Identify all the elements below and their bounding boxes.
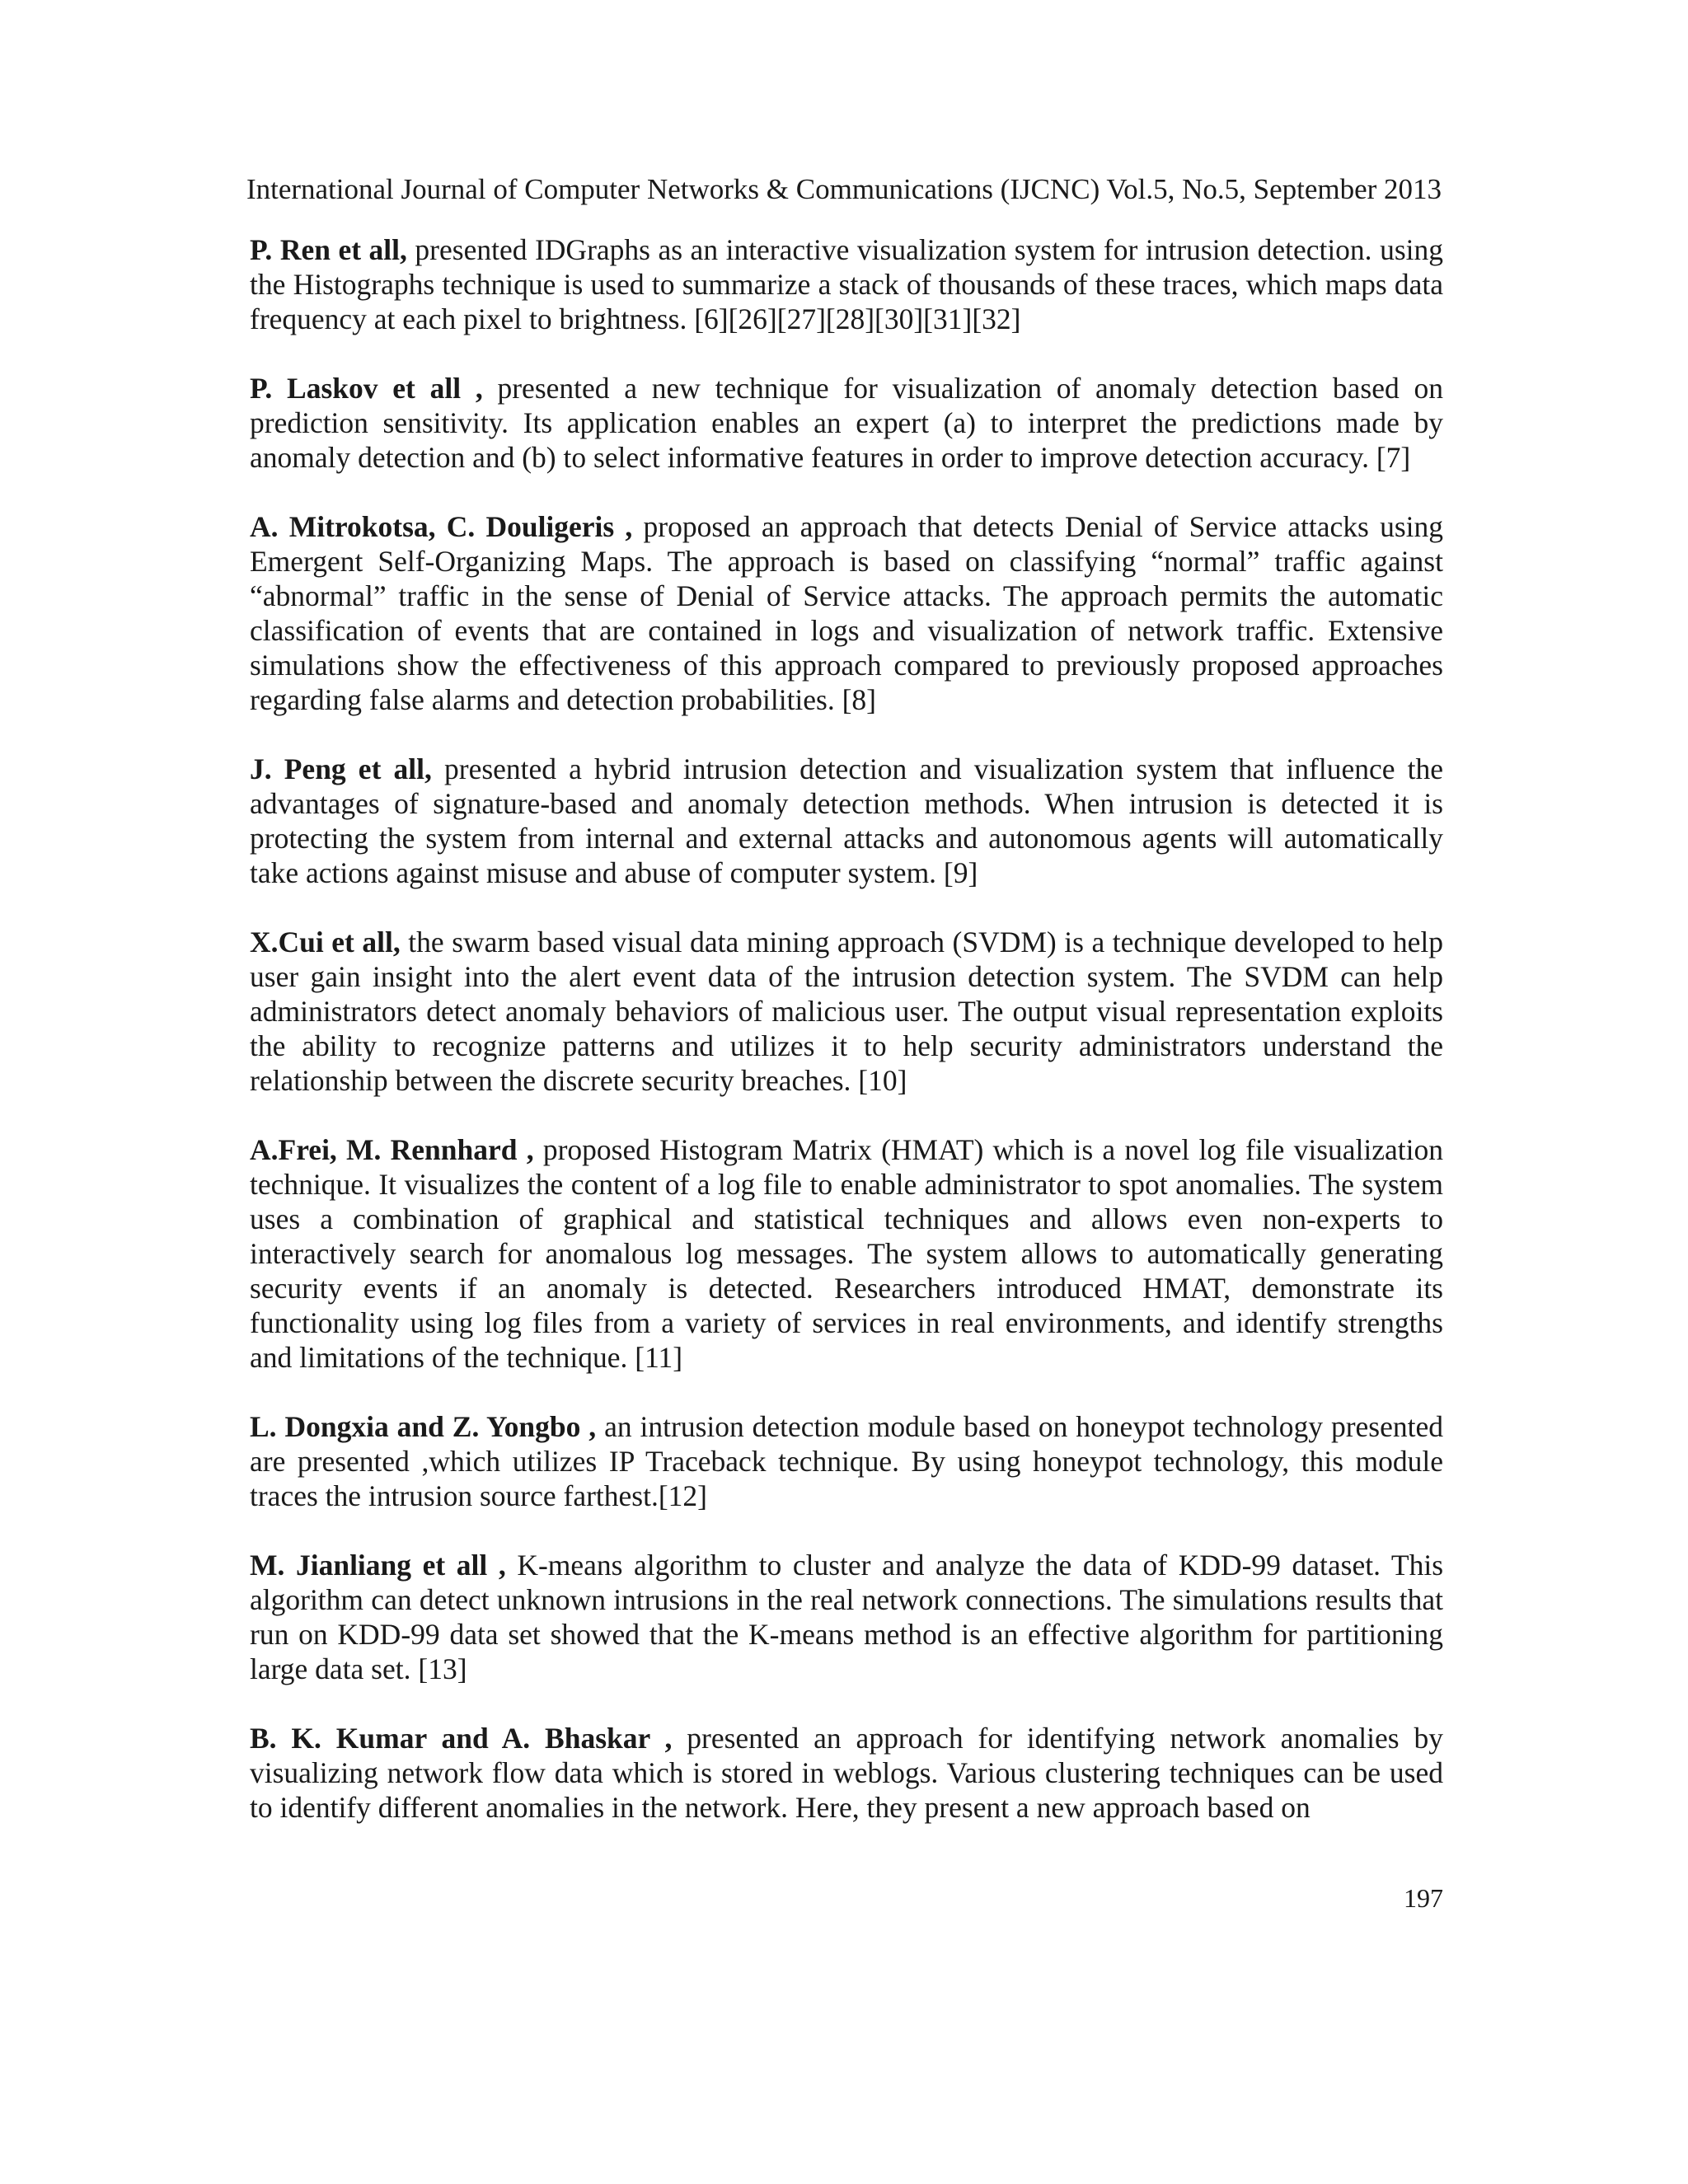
author-name: J. Peng et all, bbox=[250, 752, 432, 785]
paragraph-text: the swarm based visual data mining approach (SVDM) is a technique developed to help user gain insight into the alert event data of the intrusion detection system. The SVDM can help administrators detect anomaly behaviors of malicious user. The output visual representation exploits the ability to recognize patterns and utilizes it to help security administrators understand the relationship between the discrete security breaches. [10] bbox=[250, 926, 1444, 1097]
paragraph-mitrokotsa bbox=[250, 509, 1443, 717]
paragraph-text: proposed an approach that detects Denial of Service attacks using Emergent Self-Organizing Maps. The approach is based on classifying “normal” traffic against “abnormal” traffic in the sense of Denial of Service attacks. The approach permits the automatic classification of events that are contained in logs and visualization of network traffic. Extensive simulations show the effectiveness of this approach compared to previously proposed approaches regarding false alarms and detection probabilities. [8] bbox=[250, 510, 1443, 716]
author-name: A. Mitrokotsa, C. Douligeris , bbox=[250, 510, 633, 543]
page-number: 197 bbox=[1404, 1883, 1443, 1913]
running-header: International Journal of Computer Networks & Communications (IJCNC) Vol.5, No.5, September 2013 bbox=[246, 173, 1442, 205]
paragraph-cui bbox=[250, 925, 1443, 1098]
paragraph-peng bbox=[250, 752, 1443, 890]
author-name: P. Ren et all, bbox=[250, 233, 407, 266]
author-name: M. Jianliang et all , bbox=[250, 1549, 506, 1582]
author-name: X.Cui et all, bbox=[250, 926, 401, 958]
paragraph-text: presented a hybrid intrusion detection and visualization system that influence the advantages of signature-based and anomaly detection methods. When intrusion is detected it is protecting the system from internal and external attacks and autonomous agents will automatically take actions against misuse and abuse of computer system. [9] bbox=[250, 752, 1443, 889]
paragraph-ren bbox=[250, 232, 1443, 336]
paragraph-dongxia bbox=[250, 1409, 1443, 1513]
author-name: P. Laskov et all , bbox=[250, 372, 483, 405]
article-body bbox=[250, 232, 1443, 1859]
paragraph-kumar bbox=[250, 1721, 1443, 1825]
paragraph-jianliang bbox=[250, 1548, 1443, 1686]
author-name: B. K. Kumar and A. Bhaskar , bbox=[250, 1722, 673, 1755]
paragraph-text: presented a new technique for visualization of anomaly detection based on prediction sensitivity. Its application enables an expert (a) to interpret the predictions made by anomaly detection and (b) to select informative features in order to improve detection accuracy. [7] bbox=[250, 372, 1443, 474]
paragraph-text: presented IDGraphs as an interactive visualization system for intrusion detection. using the Histographs technique is used to summarize a stack of thousands of these traces, which maps data frequency at each pixel to brightness. [6][26][27][28][30][31][32] bbox=[250, 233, 1444, 335]
paragraph-text: proposed Histogram Matrix (HMAT) which is a novel log file visualization technique. It visualizes the content of a log file to enable administrator to spot anomalies. The system uses a combination of graphical and statistical techniques and allows even non-experts to interactively search for anomalous log messages. The system allows to automatically generating security events if an anomaly is detected. Researchers introduced HMAT, demonstrate its functionality using log files from a variety of services in real environments, and identify strengths and limitations of the technique. [11] bbox=[250, 1133, 1443, 1374]
author-name: L. Dongxia and Z. Yongbo , bbox=[250, 1410, 597, 1443]
paragraph-text: an intrusion detection module based on honeypot technology presented are presented ,which utilizes IP Traceback technique. By using honeypot technology, this module traces the intrusion source farthest.[12] bbox=[250, 1410, 1443, 1512]
author-name: A.Frei, M. Rennhard , bbox=[250, 1133, 534, 1166]
paragraph-text: K-means algorithm to cluster and analyze the data of KDD-99 dataset. This algorithm can detect unknown intrusions in the real network connections. The simulations results that run on KDD-99 data set showed that the K-means method is an effective algorithm for partitioning large data set. [13] bbox=[250, 1549, 1444, 1685]
paragraph-text: presented an approach for identifying network anomalies by visualizing network flow data which is stored in weblogs. Various clustering techniques can be used to identify different anomalies in the network. Here, they present a new approach based on bbox=[250, 1722, 1443, 1824]
paragraph-laskov bbox=[250, 371, 1443, 475]
paragraph-frei bbox=[250, 1132, 1443, 1375]
